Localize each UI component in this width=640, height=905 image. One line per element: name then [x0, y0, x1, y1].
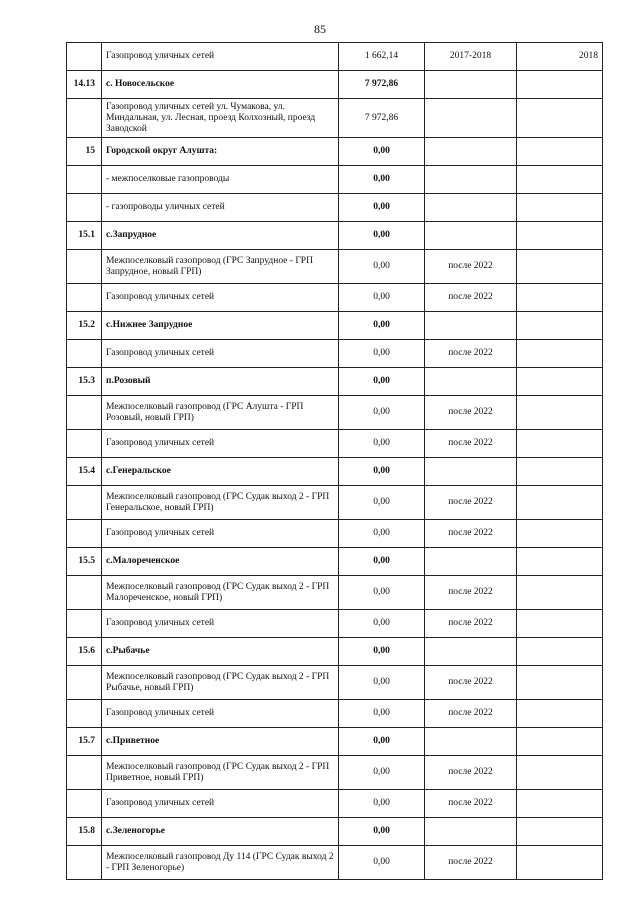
table-row [67, 430, 603, 458]
row-period-cell [425, 458, 517, 486]
row-value-cell: 0,00 [339, 520, 425, 548]
row-name-cell: Межпоселковый газопровод (ГРС Алушта - ГРП Розовый, новый ГРП) [102, 396, 339, 430]
table-row [67, 71, 603, 99]
row-name-cell: Городской округ Алушта: [102, 138, 339, 166]
row-number-cell: 15.1 [67, 222, 102, 250]
row-year-cell [517, 340, 603, 368]
row-period-cell: после 2022 [425, 396, 517, 430]
row-year-cell [517, 846, 603, 880]
row-value-cell: 0,00 [339, 250, 425, 284]
row-period-cell [425, 312, 517, 340]
row-value-cell: 0,00 [339, 396, 425, 430]
page-number: 85 [314, 22, 326, 36]
row-value-cell: 0,00 [339, 548, 425, 576]
row-number-cell: 14.13 [67, 71, 102, 99]
table-row [67, 284, 603, 312]
row-value-cell: 0,00 [339, 430, 425, 458]
row-number-cell [67, 284, 102, 312]
table-row [67, 396, 603, 430]
row-name-cell: Газопровод уличных сетей [102, 340, 339, 368]
row-period-cell [425, 138, 517, 166]
row-period-cell [425, 728, 517, 756]
row-number-cell [67, 250, 102, 284]
table-row [67, 728, 603, 756]
row-value-cell: 7 972,86 [339, 71, 425, 99]
row-number-cell [67, 700, 102, 728]
row-period-cell [425, 548, 517, 576]
row-value-cell: 0,00 [339, 284, 425, 312]
row-period-cell [425, 71, 517, 99]
row-year-cell [517, 166, 603, 194]
row-period-cell: после 2022 [425, 284, 517, 312]
row-year-cell [517, 790, 603, 818]
row-value-cell: 7 972,86 [339, 99, 425, 138]
row-period-cell: после 2022 [425, 486, 517, 520]
row-name-cell: Межпоселковый газопровод (ГРС Запрудное - ГРП Запрудное, новый ГРП) [102, 250, 339, 284]
table-row [67, 818, 603, 846]
table-row [67, 610, 603, 638]
table-row [67, 576, 603, 610]
row-name-cell: п.Розовый [102, 368, 339, 396]
row-period-cell [425, 194, 517, 222]
table-row [67, 756, 603, 790]
row-number-cell [67, 846, 102, 880]
row-value-cell: 0,00 [339, 638, 425, 666]
row-value-cell: 1 662,14 [339, 43, 425, 71]
row-year-cell [517, 99, 603, 138]
row-number-cell [67, 43, 102, 71]
row-value-cell: 0,00 [339, 312, 425, 340]
table-row [67, 194, 603, 222]
row-period-cell: после 2022 [425, 430, 517, 458]
row-number-cell: 15.8 [67, 818, 102, 846]
row-period-cell [425, 166, 517, 194]
row-year-cell [517, 71, 603, 99]
row-number-cell [67, 756, 102, 790]
row-number-cell [67, 99, 102, 138]
row-period-cell: после 2022 [425, 340, 517, 368]
row-value-cell: 0,00 [339, 222, 425, 250]
table-row [67, 340, 603, 368]
row-value-cell: 0,00 [339, 818, 425, 846]
row-period-cell: после 2022 [425, 576, 517, 610]
row-value-cell: 0,00 [339, 728, 425, 756]
row-year-cell [517, 194, 603, 222]
row-name-cell: Межпоселковый газопровод (ГРС Судак выход 2 - ГРП Генеральское, новый ГРП) [102, 486, 339, 520]
row-year-cell [517, 548, 603, 576]
table-row [67, 700, 603, 728]
row-name-cell: с. Новосельское [102, 71, 339, 99]
row-period-cell: после 2022 [425, 610, 517, 638]
row-year-cell [517, 486, 603, 520]
row-number-cell: 15.7 [67, 728, 102, 756]
row-name-cell: с.Малореченское [102, 548, 339, 576]
table-row [67, 166, 603, 194]
table-row [67, 368, 603, 396]
table-row [67, 43, 603, 71]
row-number-cell: 15.2 [67, 312, 102, 340]
row-value-cell: 0,00 [339, 700, 425, 728]
row-number-cell [67, 790, 102, 818]
table-row [67, 548, 603, 576]
row-name-cell: Газопровод уличных сетей [102, 520, 339, 548]
table-row [67, 222, 603, 250]
row-name-cell: Межпоселковый газопровод Ду 114 (ГРС Судак выход 2 - ГРП Зеленогорье) [102, 846, 339, 880]
row-value-cell: 0,00 [339, 576, 425, 610]
row-year-cell [517, 458, 603, 486]
table-row [67, 458, 603, 486]
table-row [67, 520, 603, 548]
row-year-cell [517, 396, 603, 430]
row-period-cell [425, 638, 517, 666]
row-year-cell [517, 312, 603, 340]
row-name-cell: - межпоселковые газопроводы [102, 166, 339, 194]
table-row [67, 666, 603, 700]
row-number-cell [67, 610, 102, 638]
row-period-cell: после 2022 [425, 700, 517, 728]
row-number-cell [67, 520, 102, 548]
row-name-cell: Межпоселковый газопровод (ГРС Судак выход 2 - ГРП Малореченское, новый ГРП) [102, 576, 339, 610]
row-value-cell: 0,00 [339, 194, 425, 222]
row-year-cell [517, 222, 603, 250]
row-period-cell [425, 368, 517, 396]
row-period-cell [425, 818, 517, 846]
row-number-cell [67, 166, 102, 194]
row-value-cell: 0,00 [339, 846, 425, 880]
row-name-cell: Газопровод уличных сетей [102, 43, 339, 71]
row-name-cell: Газопровод уличных сетей [102, 430, 339, 458]
row-name-cell: с.Рыбачье [102, 638, 339, 666]
row-value-cell: 0,00 [339, 340, 425, 368]
table-row [67, 846, 603, 880]
row-year-cell [517, 728, 603, 756]
row-year-cell [517, 756, 603, 790]
row-year-cell [517, 666, 603, 700]
row-name-cell: Газопровод уличных сетей [102, 284, 339, 312]
row-year-cell [517, 430, 603, 458]
table-row [67, 312, 603, 340]
row-period-cell: после 2022 [425, 790, 517, 818]
row-year-cell [517, 138, 603, 166]
gas-pipeline-table [66, 42, 603, 880]
row-period-cell: после 2022 [425, 756, 517, 790]
row-name-cell: с.Приветное [102, 728, 339, 756]
row-period-cell: после 2022 [425, 250, 517, 284]
row-number-cell: 15 [67, 138, 102, 166]
row-year-cell [517, 610, 603, 638]
row-year-cell [517, 818, 603, 846]
row-number-cell [67, 430, 102, 458]
row-value-cell: 0,00 [339, 166, 425, 194]
row-value-cell: 0,00 [339, 486, 425, 520]
row-name-cell: Газопровод уличных сетей ул. Чумакова, ул. Миндальная, ул. Лесная, проезд Колхозный, проезд Заводской [102, 99, 339, 138]
row-period-cell [425, 99, 517, 138]
row-number-cell [67, 194, 102, 222]
table-row [67, 99, 603, 138]
row-number-cell: 15.6 [67, 638, 102, 666]
table-row [67, 138, 603, 166]
row-number-cell [67, 396, 102, 430]
row-year-cell [517, 576, 603, 610]
row-year-cell: 2018 [517, 43, 603, 71]
table-row [67, 638, 603, 666]
row-number-cell [67, 340, 102, 368]
row-name-cell: Межпоселковый газопровод (ГРС Судак выход 2 - ГРП Рыбачье, новый ГРП) [102, 666, 339, 700]
row-value-cell: 0,00 [339, 368, 425, 396]
row-number-cell: 15.3 [67, 368, 102, 396]
row-name-cell: Газопровод уличных сетей [102, 790, 339, 818]
row-period-cell: после 2022 [425, 666, 517, 700]
table-row [67, 790, 603, 818]
row-value-cell: 0,00 [339, 458, 425, 486]
row-period-cell [425, 222, 517, 250]
row-number-cell [67, 666, 102, 700]
row-value-cell: 0,00 [339, 138, 425, 166]
table-row [67, 250, 603, 284]
row-name-cell: с.Генеральское [102, 458, 339, 486]
row-year-cell [517, 250, 603, 284]
row-name-cell: Газопровод уличных сетей [102, 610, 339, 638]
row-value-cell: 0,00 [339, 610, 425, 638]
row-value-cell: 0,00 [339, 756, 425, 790]
row-year-cell [517, 368, 603, 396]
row-number-cell [67, 486, 102, 520]
row-name-cell: с.Нижнее Запрудное [102, 312, 339, 340]
row-period-cell: после 2022 [425, 846, 517, 880]
row-number-cell: 15.4 [67, 458, 102, 486]
row-name-cell: Газопровод уличных сетей [102, 700, 339, 728]
row-period-cell: после 2022 [425, 520, 517, 548]
row-year-cell [517, 520, 603, 548]
row-year-cell [517, 638, 603, 666]
row-period-cell: 2017-2018 [425, 43, 517, 71]
table-row [67, 486, 603, 520]
row-name-cell: Межпоселковый газопровод (ГРС Судак выход 2 - ГРП Приветное, новый ГРП) [102, 756, 339, 790]
row-name-cell: с.Запрудное [102, 222, 339, 250]
row-name-cell: с.Зеленогорье [102, 818, 339, 846]
row-name-cell: - газопроводы уличных сетей [102, 194, 339, 222]
row-year-cell [517, 284, 603, 312]
row-value-cell: 0,00 [339, 666, 425, 700]
row-number-cell [67, 576, 102, 610]
row-number-cell: 15.5 [67, 548, 102, 576]
row-value-cell: 0,00 [339, 790, 425, 818]
row-year-cell [517, 700, 603, 728]
